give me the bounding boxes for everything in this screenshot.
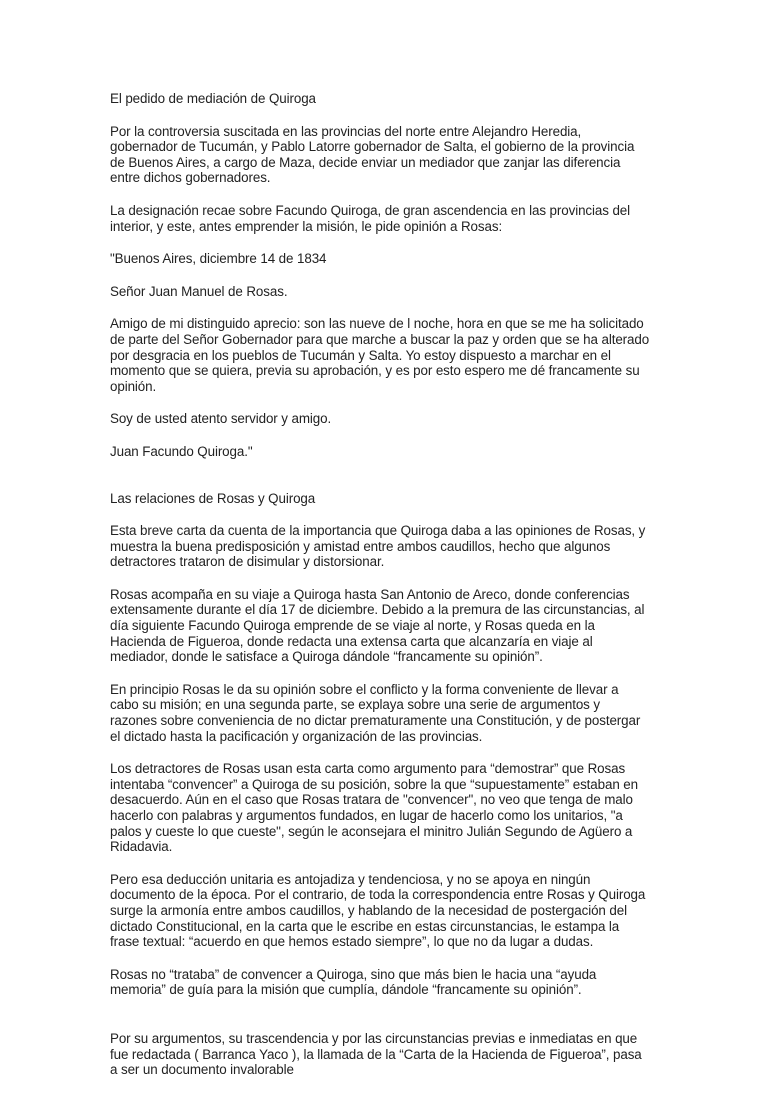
paragraph-memory-aid: Rosas no “trataba” de convencer a Quiroga, sino que más bien le hacia una “ayuda memoria” de guía para la misión que cumplía, dándole “francamente su opinión”. [110,966,597,998]
paragraph-detractors: Los detractores de Rosas usan esta carta como argumento para “demostrar” que Rosas intentaba “convencer” a Quiroga de su posición, sobre la que “supuestamente” estaban en desacuerdo. Aún en el caso que Rosas tratara de "convencer", no veo que tenga de malo hacerlo con palabras y argumentos fundados, en lugar de hacerlo como los unitarios, "a palos y cueste lo que cueste", según le aconsejara el minitro Julián Segundo de Agüero a Ridadavia. [110,761,639,855]
letter-signature: Juan Facundo Quiroga." [110,443,253,459]
section-heading-mediation: El pedido de mediación de Quiroga [110,91,316,106]
paragraph-designation: La designación recae sobre Facundo Quiroga, de gran ascendencia en las provincias del interior, y este, antes emprender la misión, le pide opinión a Rosas: [110,202,631,234]
section-heading-relations: Las relaciones de Rosas y Quiroga [110,490,316,506]
paragraph-opinion: En principio Rosas le da su opinión sobre el conflicto y la forma conveniente de llevar a cabo su misión; en una segunda parte, se explaya sobre una serie de argumentos y razones sobre conveniencia de no dictar prematuramente una Constitución, y de postergar el dictado hasta la pacificación y organización de las provincias. [110,681,641,744]
paragraph-journey: Rosas acompaña en su viaje a Quiroga hasta San Antonio de Areco, donde conferencias extensamente durante el día 17 de diciembre. Debido a la premura de las circunstancias, al día siguiente Facundo Quiroga emprende de se viaje al norte, y Rosas queda en la Hacienda de Figueroa, donde redacta una extensa carta que alcanzaría en viaje al mediador, donde le satisface a Quiroga dándole “francamente su opinión”. [110,586,645,665]
paragraph-brief-letter: Esta breve carta da cuenta de la importancia que Quiroga daba a las opiniones de Rosas, y muestra la buena predisposición y amistad entre ambos caudillos, hecho que algunos detractores trataron de disimular y distorsionar. [110,523,646,570]
letter-closing: Soy de usted atento servidor y amigo. [110,411,332,427]
paragraph-controversy: Por la controversia suscitada en las provincias del norte entre Alejandro Heredia, gobernador de Tucumán, y Pablo Latorre gobernador de Salta, el gobierno de la provincia de Buenos Aires, a cargo de Maza, decide enviar un mediador que zanjar las diferencia entre dichos gobernadores. [110,123,635,186]
document-page [110,91,650,1095]
paragraph-deduction: Pero esa deducción unitaria es antojadiza y tendenciosa, y no se apoya en ningún documento de la época. Por el contrario, de toda la correspondencia entre Rosas y Quiroga surge la armonía entre ambos caudillos, y hablando de la necesidad de postergación del dictado Constitucional, en la carta que le escribe en estas circunstancias, le estampa la frase textual: “acuerdo en que hemos estado siempre”, lo que no da lugar a dudas. [110,871,646,950]
letter-body: Amigo de mi distinguido aprecio: son las nueve de l noche, hora en que se me ha solicitado de parte del Señor Gobernador para que marche a buscar la paz y orden que se ha alterado por desgracia en los pueblos de Tucumán y Salta. Yo estoy dispuesto a marchar en el momento que se quiera, previa su aprobación, y es por esto espero me dé francamente su opinión. [110,316,650,394]
paragraph-closing: Por su argumentos, su trascendencia y por las circunstancias previas e inmediatas en que fue redactada ( Barranca Yaco ), la llamada de la “Carta de la Hacienda de Figueroa”, pasa a ser un documento invalorable [110,1030,642,1078]
letter-recipient: Señor Juan Manuel de Rosas. [110,283,288,299]
letter-date: "Buenos Aires, diciembre 14 de 1834 [110,251,327,267]
